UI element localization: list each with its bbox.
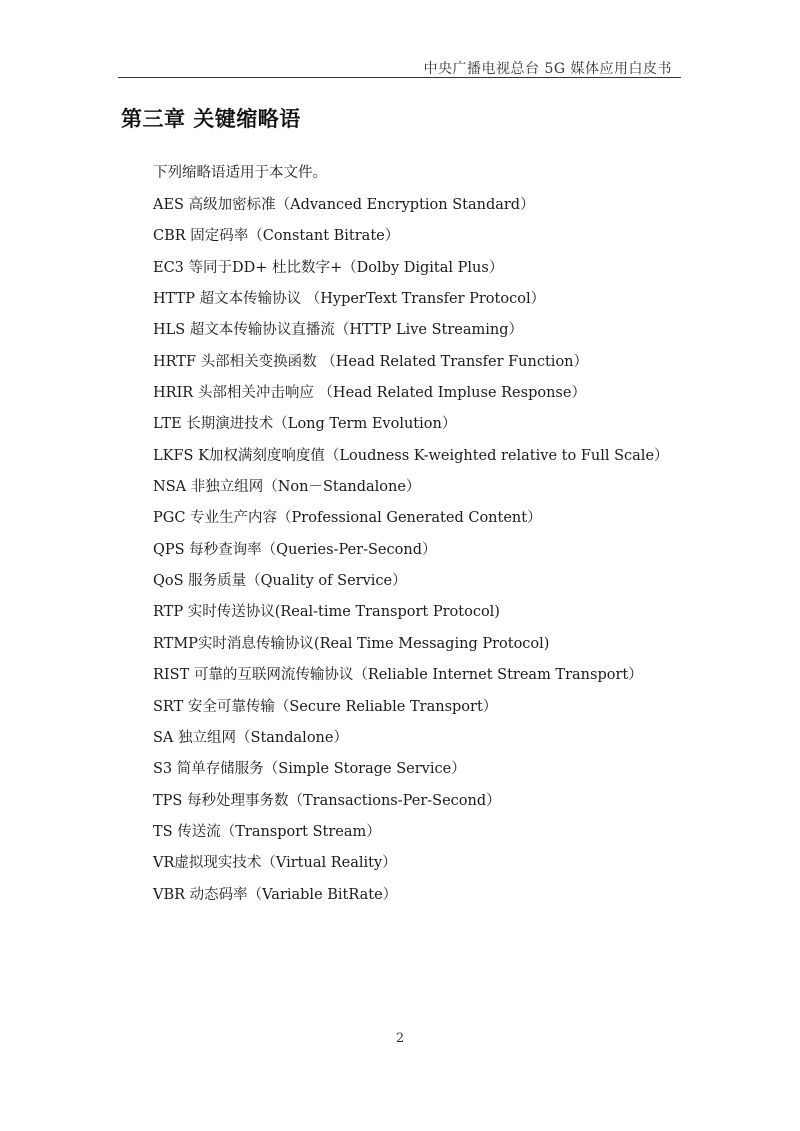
abbreviation-cbr: CBR 固定码率（Constant Bitrate） bbox=[153, 228, 400, 245]
abbreviation-lkfs: LKFS K加权满刻度响度值（Loudness K-weighted relative to Full Scale） bbox=[153, 447, 669, 464]
page-number: 2 bbox=[395, 1031, 405, 1046]
running-header: 中央广播电视总台 5G 媒体应用白皮书 bbox=[423, 61, 672, 77]
abbreviation-rtp: RTP 实时传送协议(Real-time Transport Protocol) bbox=[153, 604, 500, 621]
abbreviation-rtmp: RTMP实时消息传输协议(Real Time Messaging Protocol) bbox=[153, 635, 550, 652]
abbreviation-ec3: EC3 等同于DD+ 杜比数字+（Dolby Digital Plus） bbox=[153, 259, 504, 276]
abbreviation-pgc: PGC 专业生产内容（Professional Generated Content） bbox=[153, 510, 542, 527]
abbreviation-vbr: VBR 动态码率（Variable BitRate） bbox=[153, 886, 398, 903]
abbreviation-tps: TPS 每秒处理事务数（Transactions-Per-Second） bbox=[153, 792, 501, 809]
abbreviation-qos: QoS 服务质量（Quality of Service） bbox=[153, 573, 407, 590]
abbreviation-ts: TS 传送流（Transport Stream） bbox=[153, 823, 381, 840]
intro-paragraph: 下列缩略语适用于本文件。 bbox=[153, 165, 327, 181]
abbreviation-hrir: HRIR 头部相关冲击响应 （Head Related Impluse Response） bbox=[153, 385, 586, 402]
abbreviation-aes: AES 高级加密标准（Advanced Encryption Standard） bbox=[153, 197, 535, 213]
header-divider bbox=[118, 77, 681, 78]
abbreviation-sa: SA 独立组网（Standalone） bbox=[153, 729, 348, 746]
chapter-title: 第三章 关键缩略语 bbox=[121, 107, 301, 131]
abbreviation-srt: SRT 安全可靠传输（Secure Reliable Transport） bbox=[153, 698, 498, 715]
abbreviation-hrtf: HRTF 头部相关变换函数 （Head Related Transfer Function） bbox=[153, 353, 589, 370]
abbreviation-s3: S3 简单存储服务（Simple Storage Service） bbox=[153, 761, 466, 778]
abbreviation-rist: RIST 可靠的互联网流传输协议（Reliable Internet Stream Transport） bbox=[153, 667, 643, 684]
abbreviation-nsa: NSA 非独立组网（Non－Standalone） bbox=[153, 479, 421, 496]
abbreviation-hls: HLS 超文本传输协议直播流（HTTP Live Streaming） bbox=[153, 322, 524, 339]
abbreviation-qps: QPS 每秒查询率（Queries-Per-Second） bbox=[153, 541, 437, 558]
abbreviation-list bbox=[153, 194, 669, 915]
abbreviation-http: HTTP 超文本传输协议 （HyperText Transfer Protocol） bbox=[153, 291, 546, 308]
abbreviation-vr: VR虚拟现实技术（Virtual Reality） bbox=[153, 855, 397, 872]
abbreviation-lte: LTE 长期演进技术（Long Term Evolution） bbox=[153, 416, 457, 433]
